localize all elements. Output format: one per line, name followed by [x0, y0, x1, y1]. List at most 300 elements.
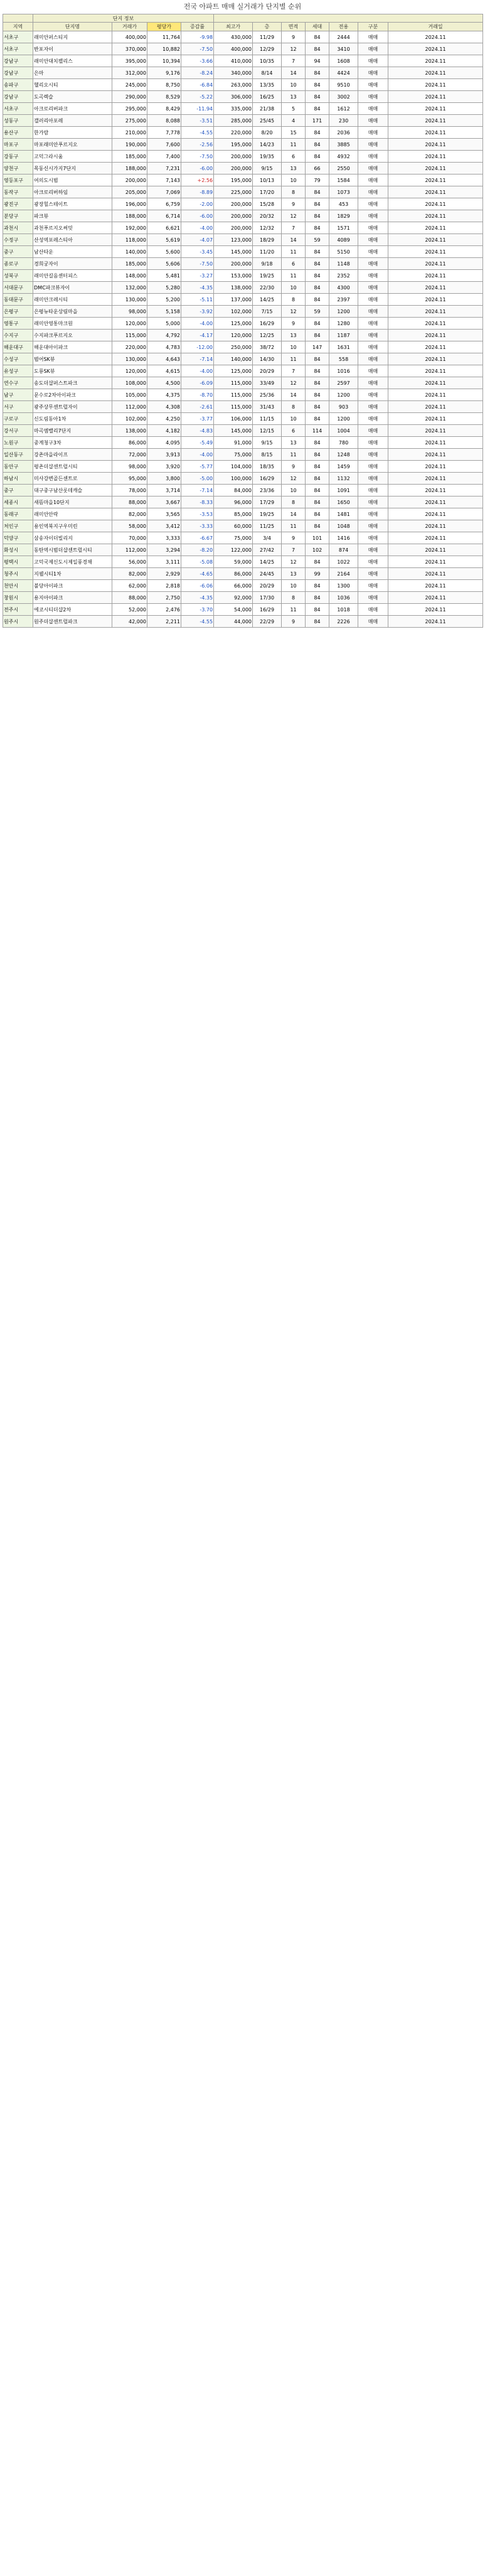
table-row[interactable] [3, 270, 483, 282]
column-header[interactable]: 최고가 [214, 23, 253, 31]
type-cell: 매매 [358, 163, 388, 174]
complex-name-cell[interactable]: 광장힐스테이트 [33, 198, 112, 210]
price-per-pyeong-cell: 3,800 [147, 473, 181, 485]
exclusive-cell: 1481 [329, 508, 358, 520]
complex-name-cell[interactable]: 문수로2차아이파크 [33, 389, 112, 401]
table-row[interactable] [3, 556, 483, 568]
table-row[interactable] [3, 485, 483, 496]
complex-name-cell[interactable]: 원주더샵센트럴파크 [33, 616, 112, 628]
table-row[interactable] [3, 473, 483, 485]
max-price-cell: 66,000 [214, 580, 253, 592]
header-spacer [3, 14, 33, 23]
table-row[interactable] [3, 353, 483, 365]
table-row[interactable] [3, 79, 483, 91]
exclusive-cell: 4424 [329, 67, 358, 79]
price-per-pyeong-cell: 5,600 [147, 246, 181, 258]
households-cell: 147 [306, 341, 329, 353]
area-cell: 14 [282, 389, 306, 401]
column-header[interactable]: 평당가 [147, 23, 181, 31]
table-row[interactable] [3, 186, 483, 198]
area-cell: 10 [282, 413, 306, 425]
table-row[interactable] [3, 365, 483, 377]
price-per-pyeong-cell: 4,308 [147, 401, 181, 413]
change-rate-cell: -6.67 [181, 532, 214, 544]
price-per-pyeong-cell: 5,481 [147, 270, 181, 282]
table-row[interactable] [3, 115, 483, 127]
change-rate-cell: -3.51 [181, 115, 214, 127]
table-row[interactable] [3, 103, 483, 115]
change-rate-cell: -5.11 [181, 294, 214, 306]
date-cell: 2024.11 [388, 67, 483, 79]
floor-cell: 17/30 [253, 592, 282, 604]
column-header[interactable]: 면적 [282, 23, 306, 31]
table-row[interactable] [3, 91, 483, 103]
group-header: 단지 정보 [33, 14, 214, 23]
households-cell: 84 [306, 580, 329, 592]
price-cell: 185,000 [112, 258, 147, 270]
floor-cell: 17/20 [253, 186, 282, 198]
price-per-pyeong-cell: 8,088 [147, 115, 181, 127]
exclusive-cell: 1584 [329, 174, 358, 186]
table-row[interactable] [3, 318, 483, 330]
complex-name-cell[interactable]: 용지아이파크 [33, 592, 112, 604]
date-cell: 2024.11 [388, 306, 483, 318]
table-row[interactable] [3, 306, 483, 318]
complex-name-cell[interactable]: 은마 [33, 67, 112, 79]
max-price-cell: 104,000 [214, 461, 253, 473]
type-cell: 매매 [358, 127, 388, 139]
region-cell: 전주시 [3, 604, 33, 616]
complex-name-cell[interactable]: 목동신시가지7단지 [33, 163, 112, 174]
date-cell: 2024.11 [388, 163, 483, 174]
complex-name-cell[interactable]: 한가람 [33, 127, 112, 139]
price-cell: 148,000 [112, 270, 147, 282]
date-cell: 2024.11 [388, 186, 483, 198]
price-per-pyeong-cell: 3,294 [147, 544, 181, 556]
floor-cell: 14/30 [253, 353, 282, 365]
table-row[interactable] [3, 151, 483, 163]
complex-name-cell[interactable]: 송도더샵퍼스트파크 [33, 377, 112, 389]
change-rate-cell: -6.84 [181, 79, 214, 91]
table-row[interactable] [3, 55, 483, 67]
floor-cell: 20/29 [253, 580, 282, 592]
table-row[interactable] [3, 532, 483, 544]
exclusive-cell: 1650 [329, 496, 358, 508]
change-rate-cell: -3.66 [181, 55, 214, 67]
table-row[interactable] [3, 377, 483, 389]
region-cell: 서초구 [3, 103, 33, 115]
table-row[interactable] [3, 401, 483, 413]
column-header[interactable]: 전용 [329, 23, 358, 31]
complex-name-cell[interactable]: 새뜸마을10단지 [33, 496, 112, 508]
complex-name-cell[interactable]: 동탄역시범더샵센트럴시티 [33, 544, 112, 556]
table-row[interactable] [3, 437, 483, 449]
area-cell: 13 [282, 91, 306, 103]
complex-name-cell[interactable]: 산성역포레스티아 [33, 234, 112, 246]
change-rate-cell: -3.45 [181, 246, 214, 258]
column-header[interactable]: 거래일 [388, 23, 483, 31]
price-cell: 98,000 [112, 461, 147, 473]
complex-name-cell[interactable]: 고덕국제신도시제일풍경채 [33, 556, 112, 568]
table-row[interactable] [3, 139, 483, 151]
table-row[interactable] [3, 67, 483, 79]
price-cell: 112,000 [112, 401, 147, 413]
max-price-cell: 102,000 [214, 306, 253, 318]
region-cell: 송파구 [3, 79, 33, 91]
floor-cell: 21/38 [253, 103, 282, 115]
type-cell: 매매 [358, 496, 388, 508]
max-price-cell: 140,000 [214, 353, 253, 365]
complex-name-cell[interactable]: 도룡SK뷰 [33, 365, 112, 377]
change-rate-cell: -4.00 [181, 449, 214, 461]
complex-name-cell[interactable]: 광주상무센트럴자이 [33, 401, 112, 413]
exclusive-cell: 1187 [329, 330, 358, 341]
floor-cell: 14/25 [253, 556, 282, 568]
table-row[interactable] [3, 544, 483, 556]
type-cell: 매매 [358, 365, 388, 377]
complex-name-cell[interactable]: 파크뷰 [33, 210, 112, 222]
complex-name-cell[interactable]: 여의도시범 [33, 174, 112, 186]
complex-name-cell[interactable]: 중계청구3차 [33, 437, 112, 449]
table-row[interactable] [3, 294, 483, 306]
floor-cell: 23/36 [253, 485, 282, 496]
exclusive-cell: 1073 [329, 186, 358, 198]
type-cell: 매매 [358, 485, 388, 496]
max-price-cell: 306,000 [214, 91, 253, 103]
complex-name-cell[interactable]: 아크로리버파크 [33, 103, 112, 115]
price-per-pyeong-cell: 4,182 [147, 425, 181, 437]
complex-name-cell[interactable]: 도곡렉슬 [33, 91, 112, 103]
date-cell: 2024.11 [388, 580, 483, 592]
region-cell: 화성시 [3, 544, 33, 556]
date-cell: 2024.11 [388, 496, 483, 508]
table-row[interactable] [3, 163, 483, 174]
complex-name-cell[interactable]: 헬리오시티 [33, 79, 112, 91]
households-cell: 84 [306, 318, 329, 330]
table-row[interactable] [3, 449, 483, 461]
max-price-cell: 96,000 [214, 496, 253, 508]
price-per-pyeong-cell: 4,250 [147, 413, 181, 425]
complex-name-cell[interactable]: 에코시티더샵2차 [33, 604, 112, 616]
price-cell: 130,000 [112, 294, 147, 306]
price-cell: 86,000 [112, 437, 147, 449]
change-rate-cell: -4.00 [181, 318, 214, 330]
table-row[interactable] [3, 282, 483, 294]
header-spacer [214, 14, 483, 23]
complex-name-cell[interactable]: 용인역북지구우미린 [33, 520, 112, 532]
price-cell: 192,000 [112, 222, 147, 234]
area-cell: 11 [282, 604, 306, 616]
complex-name-cell[interactable]: 래미안대치팰리스 [33, 55, 112, 67]
type-cell: 매매 [358, 174, 388, 186]
region-cell: 덕양구 [3, 532, 33, 544]
price-cell: 132,000 [112, 282, 147, 294]
complex-name-cell[interactable]: 래미안퍼스티지 [33, 31, 112, 43]
max-price-cell: 285,000 [214, 115, 253, 127]
complex-name-cell[interactable]: 래미안영통마크원 [33, 318, 112, 330]
complex-name-cell[interactable]: 지웰시티1차 [33, 568, 112, 580]
table-row[interactable] [3, 413, 483, 425]
region-cell: 분당구 [3, 210, 33, 222]
type-cell: 매매 [358, 616, 388, 628]
area-cell: 13 [282, 330, 306, 341]
exclusive-cell: 4300 [329, 282, 358, 294]
complex-name-cell[interactable]: 대구중구남산롯데캐슬 [33, 485, 112, 496]
date-cell: 2024.11 [388, 520, 483, 532]
max-price-cell: 200,000 [214, 210, 253, 222]
region-cell: 연수구 [3, 377, 33, 389]
page-title: 전국 아파트 매매 실거래가 단지별 순위 [183, 3, 302, 11]
region-cell: 동래구 [3, 508, 33, 520]
region-cell: 동대문구 [3, 294, 33, 306]
exclusive-cell: 2444 [329, 31, 358, 43]
floor-cell: 16/29 [253, 473, 282, 485]
price-cell: 98,000 [112, 306, 147, 318]
max-price-cell: 200,000 [214, 198, 253, 210]
date-cell: 2024.11 [388, 79, 483, 91]
complex-name-cell[interactable]: 래미안안락 [33, 508, 112, 520]
complex-name-cell[interactable]: 래미안길음센터피스 [33, 270, 112, 282]
change-rate-cell: -4.35 [181, 282, 214, 294]
region-cell: 해운대구 [3, 341, 33, 353]
table-row[interactable] [3, 341, 483, 353]
area-cell: 7 [282, 365, 306, 377]
price-per-pyeong-cell: 3,412 [147, 520, 181, 532]
area-cell: 7 [282, 544, 306, 556]
table-row[interactable] [3, 520, 483, 532]
area-cell: 10 [282, 485, 306, 496]
exclusive-cell: 780 [329, 437, 358, 449]
date-cell: 2024.11 [388, 401, 483, 413]
change-rate-cell: -7.14 [181, 353, 214, 365]
date-cell: 2024.11 [388, 282, 483, 294]
change-rate-cell: -4.83 [181, 425, 214, 437]
change-rate-cell: -5.49 [181, 437, 214, 449]
table-row[interactable] [3, 31, 483, 43]
price-per-pyeong-cell: 2,750 [147, 592, 181, 604]
table-row[interactable] [3, 43, 483, 55]
max-price-cell: 115,000 [214, 389, 253, 401]
complex-name-cell[interactable]: 해운대아이파크 [33, 341, 112, 353]
price-cell: 185,000 [112, 151, 147, 163]
column-header[interactable]: 층 [253, 23, 282, 31]
complex-name-cell[interactable]: 갤러리아포레 [33, 115, 112, 127]
complex-name-cell[interactable]: 고덕그라시움 [33, 151, 112, 163]
max-price-cell: 86,000 [214, 568, 253, 580]
price-per-pyeong-cell: 10,882 [147, 43, 181, 55]
table-row[interactable] [3, 234, 483, 246]
complex-name-cell[interactable]: 평촌더샵센트럴시티 [33, 461, 112, 473]
complex-name-cell[interactable]: 마포래미안푸르지오 [33, 139, 112, 151]
change-rate-cell: -3.33 [181, 520, 214, 532]
households-cell: 84 [306, 246, 329, 258]
table-row[interactable] [3, 496, 483, 508]
complex-name-cell[interactable]: 삼송자이더빌리지 [33, 532, 112, 544]
max-price-cell: 200,000 [214, 258, 253, 270]
change-rate-cell: -9.98 [181, 31, 214, 43]
floor-cell: 16/25 [253, 91, 282, 103]
region-cell: 평택시 [3, 556, 33, 568]
date-cell: 2024.11 [388, 461, 483, 473]
region-cell: 남구 [3, 389, 33, 401]
max-price-cell: 84,000 [214, 485, 253, 496]
table-row[interactable] [3, 616, 483, 628]
households-cell: 84 [306, 270, 329, 282]
price-cell: 245,000 [112, 79, 147, 91]
column-header[interactable]: 거래가 [112, 23, 147, 31]
date-cell: 2024.11 [388, 532, 483, 544]
floor-cell: 14/23 [253, 139, 282, 151]
price-cell: 58,000 [112, 520, 147, 532]
price-per-pyeong-cell: 5,200 [147, 294, 181, 306]
max-price-cell: 195,000 [214, 139, 253, 151]
price-cell: 205,000 [112, 186, 147, 198]
max-price-cell: 220,000 [214, 127, 253, 139]
table-row[interactable] [3, 210, 483, 222]
region-cell: 마포구 [3, 139, 33, 151]
complex-name-cell[interactable]: 불당아이파크 [33, 580, 112, 592]
table-row[interactable] [3, 246, 483, 258]
date-cell: 2024.11 [388, 437, 483, 449]
type-cell: 매매 [358, 604, 388, 616]
type-cell: 매매 [358, 508, 388, 520]
region-cell: 강서구 [3, 425, 33, 437]
table-row[interactable] [3, 461, 483, 473]
max-price-cell: 200,000 [214, 222, 253, 234]
type-cell: 매매 [358, 341, 388, 353]
complex-name-cell[interactable]: 래미안크레시티 [33, 294, 112, 306]
max-price-cell: 145,000 [214, 246, 253, 258]
price-per-pyeong-cell: 11,764 [147, 31, 181, 43]
table-row[interactable] [3, 222, 483, 234]
complex-name-cell[interactable]: DMC파크뷰자이 [33, 282, 112, 294]
exclusive-cell: 1200 [329, 413, 358, 425]
area-cell: 12 [282, 210, 306, 222]
households-cell: 84 [306, 151, 329, 163]
price-per-pyeong-cell: 8,429 [147, 103, 181, 115]
change-rate-cell: -4.35 [181, 592, 214, 604]
complex-name-cell[interactable]: 은평뉴타운상림마을 [33, 306, 112, 318]
exclusive-cell: 1608 [329, 55, 358, 67]
complex-name-cell[interactable]: 과천푸르지오써밋 [33, 222, 112, 234]
type-cell: 매매 [358, 151, 388, 163]
exclusive-cell: 1048 [329, 520, 358, 532]
date-cell: 2024.11 [388, 103, 483, 115]
table-row[interactable] [3, 258, 483, 270]
complex-name-cell[interactable]: 수지파크푸르지오 [33, 330, 112, 341]
households-cell: 101 [306, 532, 329, 544]
area-cell: 13 [282, 568, 306, 580]
price-per-pyeong-cell: 8,750 [147, 79, 181, 91]
date-cell: 2024.11 [388, 55, 483, 67]
type-cell: 매매 [358, 556, 388, 568]
column-header[interactable]: 구분 [358, 23, 388, 31]
table-row[interactable] [3, 580, 483, 592]
change-rate-cell: -4.55 [181, 616, 214, 628]
column-header[interactable]: 지역 [3, 23, 33, 31]
change-rate-cell: -3.27 [181, 270, 214, 282]
area-cell: 10 [282, 341, 306, 353]
date-cell: 2024.11 [388, 234, 483, 246]
floor-cell: 38/72 [253, 341, 282, 353]
table-row[interactable] [3, 389, 483, 401]
exclusive-cell: 1612 [329, 103, 358, 115]
change-rate-cell: -4.65 [181, 568, 214, 580]
exclusive-cell: 903 [329, 401, 358, 413]
table-row[interactable] [3, 174, 483, 186]
table-row[interactable] [3, 425, 483, 437]
table-row[interactable] [3, 198, 483, 210]
floor-cell: 9/15 [253, 437, 282, 449]
change-rate-cell: -2.61 [181, 401, 214, 413]
households-cell: 84 [306, 556, 329, 568]
column-header[interactable]: 세대 [306, 23, 329, 31]
max-price-cell: 340,000 [214, 67, 253, 79]
complex-name-cell[interactable]: 신도림동아1차 [33, 413, 112, 425]
complex-name-cell[interactable]: 반포자이 [33, 43, 112, 55]
type-cell: 매매 [358, 318, 388, 330]
complex-name-cell[interactable]: 범어SK뷰 [33, 353, 112, 365]
households-cell: 84 [306, 413, 329, 425]
area-cell: 15 [282, 127, 306, 139]
area-cell: 9 [282, 198, 306, 210]
max-price-cell: 410,000 [214, 55, 253, 67]
date-cell: 2024.11 [388, 353, 483, 365]
type-cell: 매매 [358, 270, 388, 282]
complex-name-cell[interactable]: 남산타운 [33, 246, 112, 258]
area-cell: 10 [282, 174, 306, 186]
complex-name-cell[interactable]: 경희궁자이 [33, 258, 112, 270]
price-cell: 78,000 [112, 485, 147, 496]
region-cell: 수정구 [3, 234, 33, 246]
table-row[interactable] [3, 508, 483, 520]
exclusive-cell: 1248 [329, 449, 358, 461]
exclusive-cell: 453 [329, 198, 358, 210]
type-cell: 매매 [358, 568, 388, 580]
region-cell: 창원시 [3, 592, 33, 604]
change-rate-cell: -8.33 [181, 496, 214, 508]
households-cell: 84 [306, 91, 329, 103]
table-row[interactable] [3, 568, 483, 580]
region-cell: 영통구 [3, 318, 33, 330]
price-cell: 395,000 [112, 55, 147, 67]
households-cell: 84 [306, 353, 329, 365]
region-cell: 수성구 [3, 353, 33, 365]
table-row[interactable] [3, 604, 483, 616]
table-row[interactable] [3, 330, 483, 341]
date-cell: 2024.11 [388, 198, 483, 210]
date-cell: 2024.11 [388, 174, 483, 186]
floor-cell: 10/13 [253, 174, 282, 186]
complex-name-cell[interactable]: 아크로리버하임 [33, 186, 112, 198]
area-cell: 12 [282, 556, 306, 568]
complex-name-cell[interactable]: 마곡엠밸리7단지 [33, 425, 112, 437]
exclusive-cell: 1004 [329, 425, 358, 437]
table-row[interactable] [3, 127, 483, 139]
area-cell: 13 [282, 437, 306, 449]
column-header[interactable]: 단지명 [33, 23, 112, 31]
complex-name-cell[interactable]: 미사강변골든센트로 [33, 473, 112, 485]
exclusive-cell: 2036 [329, 127, 358, 139]
change-rate-cell: -2.00 [181, 198, 214, 210]
type-cell: 매매 [358, 67, 388, 79]
table-row[interactable] [3, 592, 483, 604]
complex-name-cell[interactable]: 강촌마을라이프 [33, 449, 112, 461]
price-cell: 82,000 [112, 568, 147, 580]
column-header[interactable]: 증감률 [181, 23, 214, 31]
date-cell: 2024.11 [388, 258, 483, 270]
exclusive-cell: 1829 [329, 210, 358, 222]
